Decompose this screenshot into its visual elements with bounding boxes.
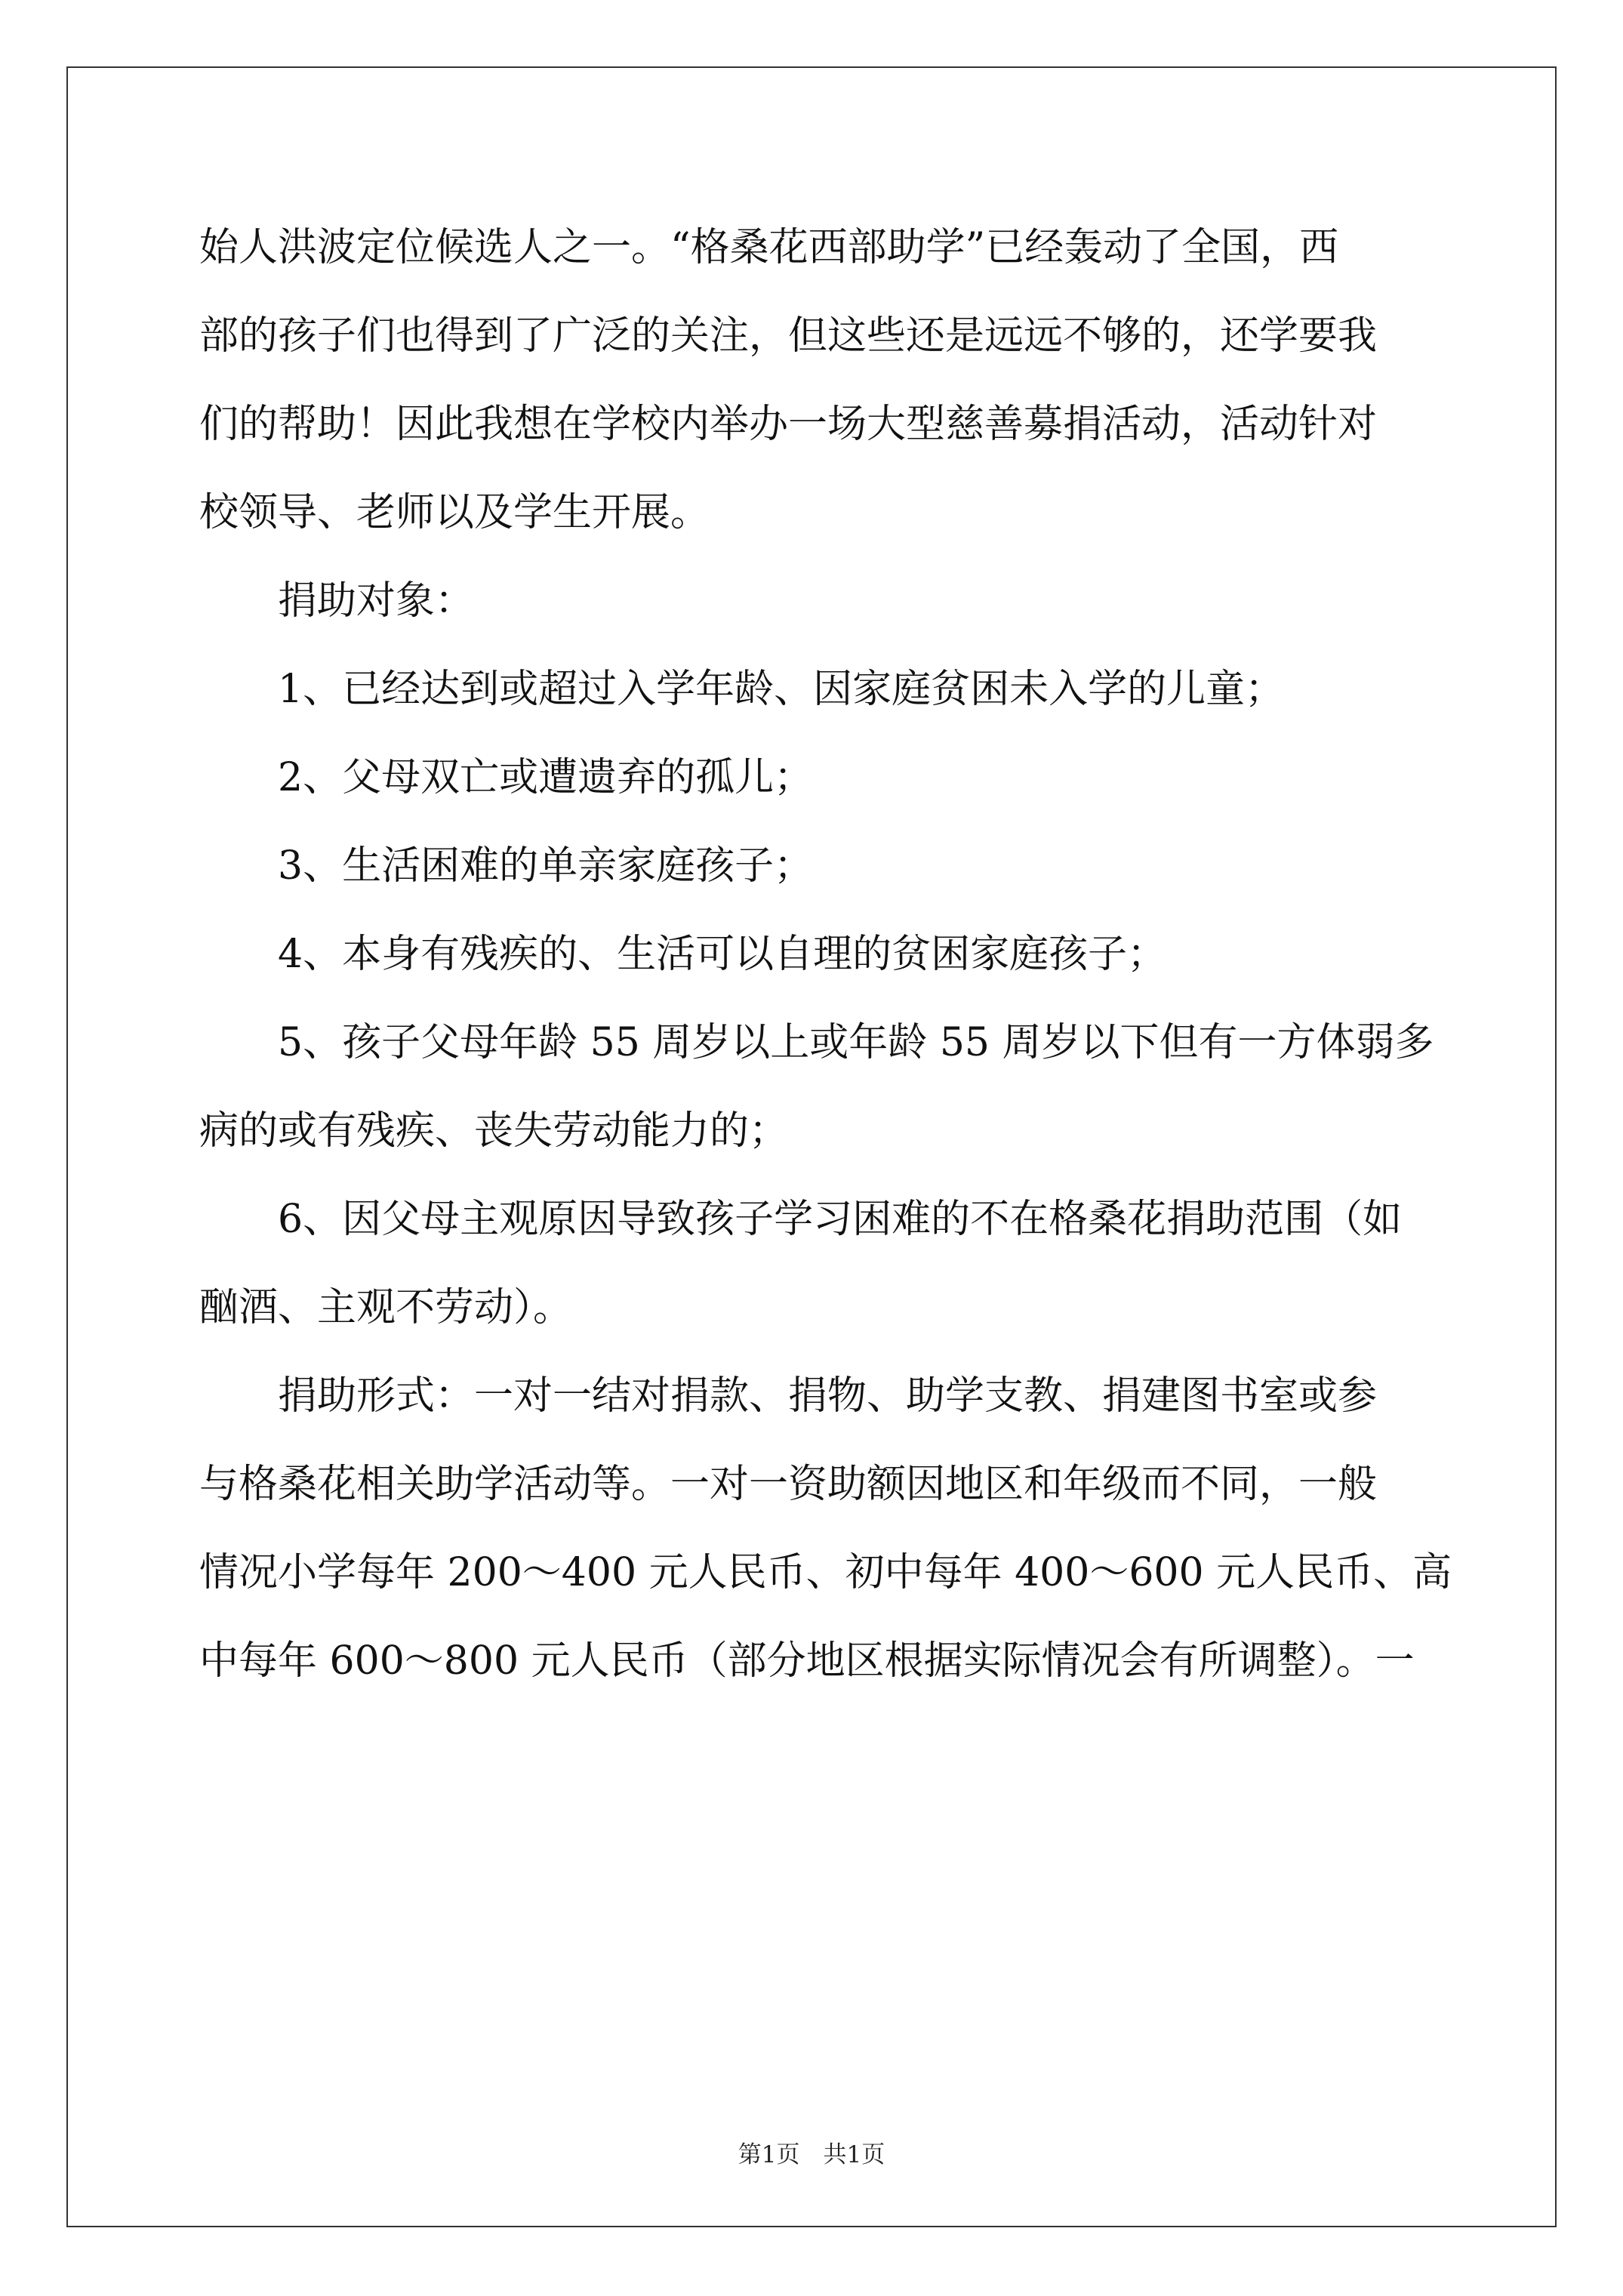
list-item: 1、已经达到或超过入学年龄、因家庭贫困未入学的儿童； [278, 667, 1285, 712]
list-item-continuation: 酗酒、主观不劳动）。 [199, 1285, 573, 1330]
list-item: 2、父母双亡或遭遗弃的孤儿； [278, 755, 814, 800]
section-paragraph: 捐助形式：一对一结对捐款、捐物、助学支教、捐建图书室或参 [278, 1373, 1378, 1419]
list-item: 3、生活困难的单亲家庭孩子； [278, 843, 814, 889]
text-line: 校领导、老师以及学生开展。 [199, 490, 710, 535]
document-body [199, 204, 1452, 1706]
text-line: 部的孩子们也得到了广泛的关注，但这些还是远远不够的，还学要我 [199, 313, 1378, 359]
list-item-continuation: 病的或有残疾、丧失劳动能力的； [199, 1108, 789, 1154]
list-item: 4、本身有残疾的、生活可以自理的贫困家庭孩子； [278, 932, 1167, 977]
list-item: 5、孩子父母年龄 55 周岁以上或年龄 55 周岁以下但有一方体弱多 [278, 1020, 1434, 1065]
text-line: 与格桑花相关助学活动等。一对一资助额因地区和年级而不同，一般 [199, 1462, 1378, 1507]
page-footer: 第1页 共1页 [738, 2141, 885, 2168]
text-line: 们的帮助！因此我想在学校内举办一场大型慈善募捐活动，活动针对 [199, 402, 1378, 447]
list-item: 6、因父母主观原因导致孩子学习困难的不在格桑花捐助范围（如 [278, 1197, 1403, 1242]
text-line: 情况小学每年 200～400 元人民币、初中每年 400～600 元人民币、高 [199, 1550, 1452, 1595]
text-line: 始人洪波定位候选人之一。“格桑花西部助学”已经轰动了全国，西 [199, 225, 1339, 270]
section-heading: 捐助对象： [278, 578, 475, 624]
text-line: 中每年 600～800 元人民币（部分地区根据实际情况会有所调整）。一 [199, 1638, 1415, 1684]
